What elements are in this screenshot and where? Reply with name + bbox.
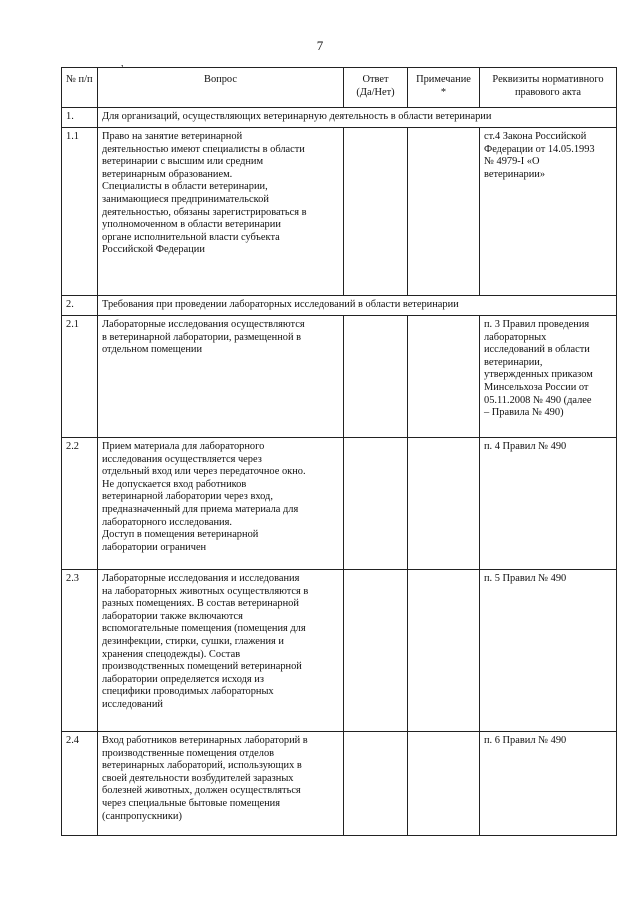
question-text: Лабораторные исследования и исследования на лабораторных животных осуществляются в разных помещениях. В состав ветеринарной лаборатории также включаются вспомогательные помещения (помещения для дезинфекции, стирки, сушки, глажения и хранения спецодежды). Состав производственных помещений ветеринарной лаборатории определяется исходя из специфики проводимых лабораторных исследований [98,570,344,732]
reference-text: ст.4 Закона Российской Федерации от 14.05.1993 № 4979-I «О ветеринарии» [480,128,617,296]
note-cell[interactable] [408,732,480,836]
table-row [62,316,617,438]
section-title: Требования при проведении лабораторных исследований в области ветеринарии [98,296,617,316]
reference-text: п. 6 Правил № 490 [480,732,617,836]
reference-text: п. 5 Правил № 490 [480,570,617,732]
note-cell[interactable] [408,570,480,732]
reference-text: п. 4 Правил № 490 [480,438,617,570]
row-num: 1. [62,108,98,128]
row-num: 2. [62,296,98,316]
answer-cell[interactable] [344,732,408,836]
header-note: Примечание * [408,68,480,108]
row-num: 2.1 [62,316,98,438]
question-text: Право на занятие ветеринарной деятельностью имеют специалисты в области ветеринарии с высшим или средним ветеринарным образованием. Специалисты в области ветеринарии, занимающиеся предпринимательской деятельностью, обязаны зарегистрироваться в уполномоченном в области ветеринарии органе исполнительной власти субъекта Российской Федерации [98,128,344,296]
question-text: Прием материала для лабораторного исследования осуществляется через отдельный вход или через передаточное окно. Не допускается вход работников ветеринарной лаборатории через вход, предназначенный для приема материала для лабораторного исследования. Доступ в помещения ветеринарной лаборатории ограничен [98,438,344,570]
margin-mark: , [121,58,124,69]
answer-cell[interactable] [344,438,408,570]
section-row [62,296,617,316]
answer-cell[interactable] [344,128,408,296]
note-cell[interactable] [408,316,480,438]
row-num: 2.3 [62,570,98,732]
row-num: 2.4 [62,732,98,836]
table-row [62,570,617,732]
page-number: 7 [316,38,324,53]
answer-cell[interactable] [344,570,408,732]
header-answer: Ответ (Да/Нет) [344,68,408,108]
section-title: Для организаций, осуществляющих ветеринарную деятельность в области ветеринарии [98,108,617,128]
header-num: № п/п [62,68,98,108]
table-row [62,128,617,296]
table-row [62,732,617,836]
note-cell[interactable] [408,438,480,570]
answer-cell[interactable] [344,316,408,438]
question-text: Вход работников ветеринарных лабораторий в производственные помещения отделов ветеринарных лабораторий, использующих в своей деятельности возбудителей заразных болезней животных, должен осуществляться через специальные бытовые помещения (санпропускники) [98,732,344,836]
row-num: 1.1 [62,128,98,296]
header-question: Вопрос [98,68,344,108]
row-num: 2.2 [62,438,98,570]
checklist-table [61,67,617,836]
note-cell[interactable] [408,128,480,296]
section-row [62,108,617,128]
header-row [62,68,617,108]
question-text: Лабораторные исследования осуществляются в ветеринарной лаборатории, размещенной в отдельном помещении [98,316,344,438]
header-reference: Реквизиты нормативного правового акта [480,68,617,108]
reference-text: п. 3 Правил проведения лабораторных исследований в области ветеринарии, утвержденных приказом Минсельхоза России от 05.11.2008 № 490 (далее – Правила № 490) [480,316,617,438]
table-row [62,438,617,570]
